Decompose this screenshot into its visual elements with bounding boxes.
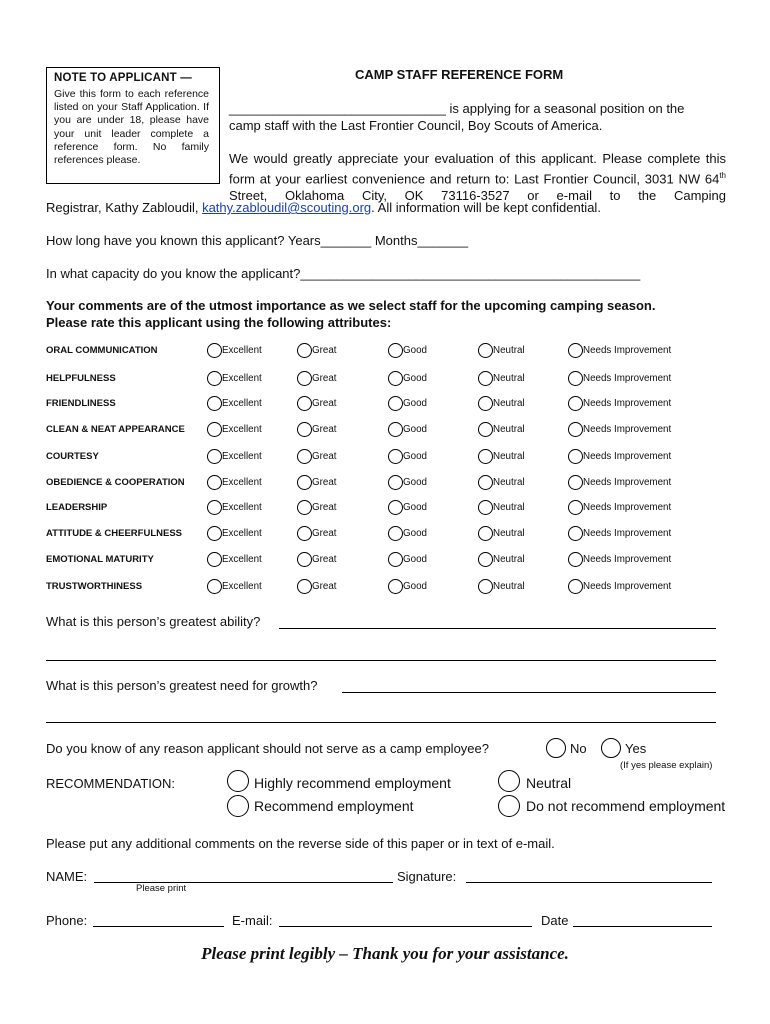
date-label: Date: [541, 913, 569, 928]
rating-option[interactable]: [388, 475, 427, 490]
radio-circle-icon[interactable]: [207, 396, 222, 411]
rating-option-label: Neutral: [493, 554, 525, 565]
rating-option[interactable]: [568, 371, 671, 386]
rating-option[interactable]: [207, 526, 262, 541]
ability-answer-line-2[interactable]: [46, 647, 716, 661]
rating-option-label: Needs Improvement: [583, 581, 672, 592]
attribute-label: ORAL COMMUNICATION: [46, 345, 158, 356]
rating-option[interactable]: [297, 371, 337, 386]
radio-circle-icon[interactable]: [388, 552, 403, 567]
growth-answer-line-2[interactable]: [46, 709, 716, 723]
rating-option[interactable]: [207, 422, 262, 437]
rating-option-label: Neutral: [493, 451, 525, 462]
rating-option[interactable]: [568, 422, 671, 437]
radio-circle-icon[interactable]: [478, 422, 493, 437]
rating-option-label: Excellent: [222, 502, 262, 513]
rating-option-label: Excellent: [222, 424, 262, 435]
rating-option[interactable]: [207, 475, 262, 490]
rating-option[interactable]: [478, 552, 525, 567]
radio-circle-icon[interactable]: [388, 422, 403, 437]
rating-option[interactable]: [478, 449, 525, 464]
rating-option[interactable]: [568, 449, 671, 464]
q-capacity[interactable]: In what capacity do you know the applicant?_______________________________________________: [46, 266, 641, 281]
name-hint: Please print: [136, 883, 187, 894]
radio-circle-icon[interactable]: [207, 422, 222, 437]
rating-option-label: Neutral: [493, 398, 525, 409]
rating-option-label: Good: [403, 345, 427, 356]
radio-circle-icon[interactable]: [568, 475, 583, 490]
radio-circle-icon[interactable]: [297, 500, 312, 515]
rating-option-label: Good: [403, 528, 427, 539]
rating-option[interactable]: [388, 371, 427, 386]
rating-option-label: Great: [312, 502, 337, 513]
rating-option[interactable]: [297, 396, 337, 411]
rec-do-not-radio[interactable]: [498, 795, 520, 817]
recommendation-label: RECOMMENDATION:: [46, 776, 176, 791]
radio-circle-icon[interactable]: [568, 449, 583, 464]
rating-option[interactable]: [478, 422, 525, 437]
rating-option[interactable]: [388, 449, 427, 464]
rating-option-label: Neutral: [493, 528, 525, 539]
rate-heading-2: Please rate this applicant using the following attributes:: [46, 315, 392, 330]
rating-option[interactable]: [297, 422, 337, 437]
rating-option[interactable]: [207, 371, 262, 386]
radio-circle-icon[interactable]: [568, 422, 583, 437]
q-known[interactable]: How long have you known this applicant? Years_______ Months_______: [46, 233, 469, 248]
attribute-label: COURTESY: [46, 451, 99, 462]
rating-option-label: Great: [312, 528, 337, 539]
rating-option[interactable]: [207, 449, 262, 464]
radio-circle-icon[interactable]: [388, 396, 403, 411]
radio-circle-icon[interactable]: [207, 552, 222, 567]
rec-highly-label: Highly recommend employment: [254, 775, 451, 791]
rec-neutral-radio[interactable]: [498, 770, 520, 792]
rating-option[interactable]: [388, 343, 427, 358]
ability-answer-line-1[interactable]: [279, 615, 716, 629]
rate-heading-1: Your comments are of the utmost importance as we select staff for the upcoming camping season.: [46, 298, 656, 313]
radio-circle-icon[interactable]: [568, 371, 583, 386]
rating-option[interactable]: [568, 552, 671, 567]
phone-label: Phone:: [46, 913, 88, 928]
email-field[interactable]: [279, 913, 532, 927]
rating-option[interactable]: [478, 579, 525, 594]
name-label: NAME:: [46, 869, 88, 884]
rating-option-label: Great: [312, 373, 337, 384]
rating-option-label: Good: [403, 373, 427, 384]
rating-option-label: Needs Improvement: [583, 477, 672, 488]
rating-option-label: Needs Improvement: [583, 424, 672, 435]
rating-option-label: Great: [312, 451, 337, 462]
rating-option-label: Great: [312, 424, 337, 435]
attribute-label: HELPFULNESS: [46, 373, 116, 384]
rating-option[interactable]: [568, 579, 671, 594]
radio-circle-icon[interactable]: [388, 500, 403, 515]
additional-comments-note: Please put any additional comments on the reverse side of this paper or in text of e-mail.: [46, 836, 555, 851]
rating-option-label: Neutral: [493, 424, 525, 435]
radio-circle-icon[interactable]: [297, 371, 312, 386]
rating-option[interactable]: [297, 552, 337, 567]
rating-option[interactable]: [388, 422, 427, 437]
footer-note: Please print legibly – Thank you for your assistance.: [201, 944, 569, 963]
date-field[interactable]: [573, 913, 712, 927]
rating-option-label: Good: [403, 451, 427, 462]
rating-option[interactable]: [388, 500, 427, 515]
attribute-label: TRUSTWORTHINESS: [46, 581, 143, 592]
rating-option[interactable]: [297, 475, 337, 490]
radio-circle-icon[interactable]: [388, 526, 403, 541]
radio-circle-icon[interactable]: [207, 449, 222, 464]
radio-circle-icon[interactable]: [478, 526, 493, 541]
radio-circle-icon[interactable]: [568, 526, 583, 541]
radio-circle-icon[interactable]: [568, 343, 583, 358]
radio-circle-icon[interactable]: [388, 343, 403, 358]
radio-circle-icon[interactable]: [478, 475, 493, 490]
attribute-label: OBEDIENCE & COOPERATION: [46, 477, 185, 488]
rating-option-label: Neutral: [493, 477, 525, 488]
rating-option-label: Great: [312, 398, 337, 409]
attribute-label: ATTITUDE & CHEERFULNESS: [46, 528, 182, 539]
rec-recommend-radio[interactable]: [227, 795, 249, 817]
rating-option-label: Excellent: [222, 581, 262, 592]
rating-option[interactable]: [297, 579, 337, 594]
radio-circle-icon[interactable]: [207, 526, 222, 541]
radio-circle-icon[interactable]: [297, 343, 312, 358]
intro-line2: camp staff with the Last Frontier Council, Boy Scouts of America.: [229, 118, 603, 133]
radio-circle-icon[interactable]: [297, 449, 312, 464]
radio-circle-icon[interactable]: [478, 552, 493, 567]
reason-yes-label: Yes: [625, 741, 647, 756]
radio-circle-icon[interactable]: [297, 396, 312, 411]
attribute-label: CLEAN & NEAT APPEARANCE: [46, 424, 185, 435]
rating-option[interactable]: [207, 552, 262, 567]
radio-circle-icon[interactable]: [207, 371, 222, 386]
radio-circle-icon[interactable]: [478, 371, 493, 386]
rating-option-label: Good: [403, 424, 427, 435]
rating-option[interactable]: [478, 396, 525, 411]
reason-yes-radio[interactable]: [601, 738, 621, 758]
rating-option[interactable]: [207, 343, 262, 358]
reason-no-label: No: [570, 741, 587, 756]
note-title: NOTE TO APPLICANT —: [54, 72, 192, 84]
q-ability: What is this person’s greatest ability?: [46, 614, 261, 629]
rating-option[interactable]: [568, 500, 671, 515]
registrar-email-link[interactable]: kathy.zabloudil@scouting.org: [202, 200, 372, 215]
signature-field[interactable]: [466, 869, 712, 883]
rating-option-label: Excellent: [222, 528, 262, 539]
rating-option-label: Needs Improvement: [583, 451, 672, 462]
radio-circle-icon[interactable]: [478, 579, 493, 594]
rating-option-label: Excellent: [222, 345, 262, 356]
radio-circle-icon[interactable]: [388, 579, 403, 594]
rating-option[interactable]: [297, 449, 337, 464]
rating-option[interactable]: [388, 552, 427, 567]
radio-circle-icon[interactable]: [568, 500, 583, 515]
rating-option-label: Good: [403, 502, 427, 513]
radio-circle-icon[interactable]: [388, 449, 403, 464]
rating-option[interactable]: [207, 500, 262, 515]
rating-option[interactable]: [388, 579, 427, 594]
rec-do-not-label: Do not recommend employment: [526, 798, 726, 814]
rating-option[interactable]: [478, 343, 525, 358]
attribute-label: EMOTIONAL MATURITY: [46, 554, 154, 565]
rating-option[interactable]: [568, 475, 671, 490]
rating-option[interactable]: [207, 396, 262, 411]
rating-option-label: Needs Improvement: [583, 528, 672, 539]
radio-circle-icon[interactable]: [297, 579, 312, 594]
radio-circle-icon[interactable]: [568, 396, 583, 411]
radio-circle-icon[interactable]: [478, 449, 493, 464]
rating-option-label: Great: [312, 477, 337, 488]
radio-circle-icon[interactable]: [388, 371, 403, 386]
rating-option[interactable]: [478, 526, 525, 541]
rating-option-label: Neutral: [493, 345, 525, 356]
q-reason: Do you know of any reason applicant should not serve as a camp employee?: [46, 741, 489, 756]
radio-circle-icon[interactable]: [297, 475, 312, 490]
rating-option-label: Neutral: [493, 502, 525, 513]
rating-option-label: Needs Improvement: [583, 554, 672, 565]
intro-line1: ______________________________ is applying for a seasonal position on the: [229, 101, 685, 116]
form-title: CAMP STAFF REFERENCE FORM: [355, 67, 564, 82]
intro-paragraph: We would greatly appreciate your evaluation of this applicant. Please complete this form at your earliest convenience and return to: Last Frontier Council, 3031 NW 64th Street, Oklahoma City, OK 73116-3527 or e-mail to the Camping: [229, 151, 726, 204]
radio-circle-icon[interactable]: [568, 579, 583, 594]
rating-option-label: Good: [403, 581, 427, 592]
attribute-label: LEADERSHIP: [46, 502, 108, 513]
radio-circle-icon[interactable]: [207, 579, 222, 594]
reason-yes-note: (If yes please explain): [620, 760, 713, 771]
radio-circle-icon[interactable]: [207, 343, 222, 358]
rating-option-label: Great: [312, 554, 337, 565]
rating-option[interactable]: [478, 475, 525, 490]
rating-option-label: Great: [312, 345, 337, 356]
radio-circle-icon[interactable]: [297, 552, 312, 567]
radio-circle-icon[interactable]: [207, 475, 222, 490]
radio-circle-icon[interactable]: [568, 552, 583, 567]
rec-highly-radio[interactable]: [227, 770, 249, 792]
rating-option-label: Good: [403, 554, 427, 565]
radio-circle-icon[interactable]: [207, 500, 222, 515]
rating-option[interactable]: [207, 579, 262, 594]
rating-option[interactable]: [478, 500, 525, 515]
growth-answer-line-1[interactable]: [342, 679, 716, 693]
rating-option-label: Needs Improvement: [583, 502, 672, 513]
note-body: Give this form to each reference listed on your Staff Application. If you are under 18, please have your unit leader complete a reference form. No family references please.: [54, 88, 209, 167]
intro-last-line: Registrar, Kathy Zabloudil, kathy.zabloudil@scouting.org. All information will be kept confidential.: [46, 200, 601, 215]
rating-option[interactable]: [388, 526, 427, 541]
rating-option-label: Needs Improvement: [583, 398, 672, 409]
rating-option[interactable]: [568, 396, 671, 411]
name-field[interactable]: [94, 869, 393, 883]
rating-option-label: Good: [403, 398, 427, 409]
rating-option-label: Good: [403, 477, 427, 488]
rating-option[interactable]: [297, 500, 337, 515]
rating-option[interactable]: [297, 526, 337, 541]
rating-option-label: Great: [312, 581, 337, 592]
rating-option[interactable]: [478, 371, 525, 386]
radio-circle-icon[interactable]: [478, 500, 493, 515]
rating-option[interactable]: [297, 343, 337, 358]
rating-option-label: Excellent: [222, 554, 262, 565]
rating-option-label: Needs Improvement: [583, 345, 672, 356]
rating-option[interactable]: [388, 396, 427, 411]
radio-circle-icon[interactable]: [297, 526, 312, 541]
rating-option-label: Excellent: [222, 373, 262, 384]
rating-option-label: Neutral: [493, 581, 525, 592]
rating-option-label: Neutral: [493, 373, 525, 384]
rating-option[interactable]: [568, 343, 671, 358]
radio-circle-icon[interactable]: [297, 422, 312, 437]
rating-option[interactable]: [568, 526, 671, 541]
radio-circle-icon[interactable]: [388, 475, 403, 490]
email-label: E-mail:: [232, 913, 273, 928]
attribute-label: FRIENDLINESS: [46, 398, 116, 409]
signature-label: Signature:: [397, 869, 457, 884]
rec-neutral-label: Neutral: [526, 775, 572, 791]
q-growth: What is this person’s greatest need for growth?: [46, 678, 318, 693]
rating-option-label: Excellent: [222, 451, 262, 462]
rec-recommend-label: Recommend employment: [254, 798, 414, 814]
rating-option-label: Needs Improvement: [583, 373, 672, 384]
rating-option-label: Excellent: [222, 477, 262, 488]
applicant-name-blank[interactable]: ______________________________: [229, 101, 446, 116]
reason-no-radio[interactable]: [546, 738, 566, 758]
phone-field[interactable]: [93, 913, 224, 927]
rating-option-label: Excellent: [222, 398, 262, 409]
radio-circle-icon[interactable]: [478, 396, 493, 411]
radio-circle-icon[interactable]: [478, 343, 493, 358]
